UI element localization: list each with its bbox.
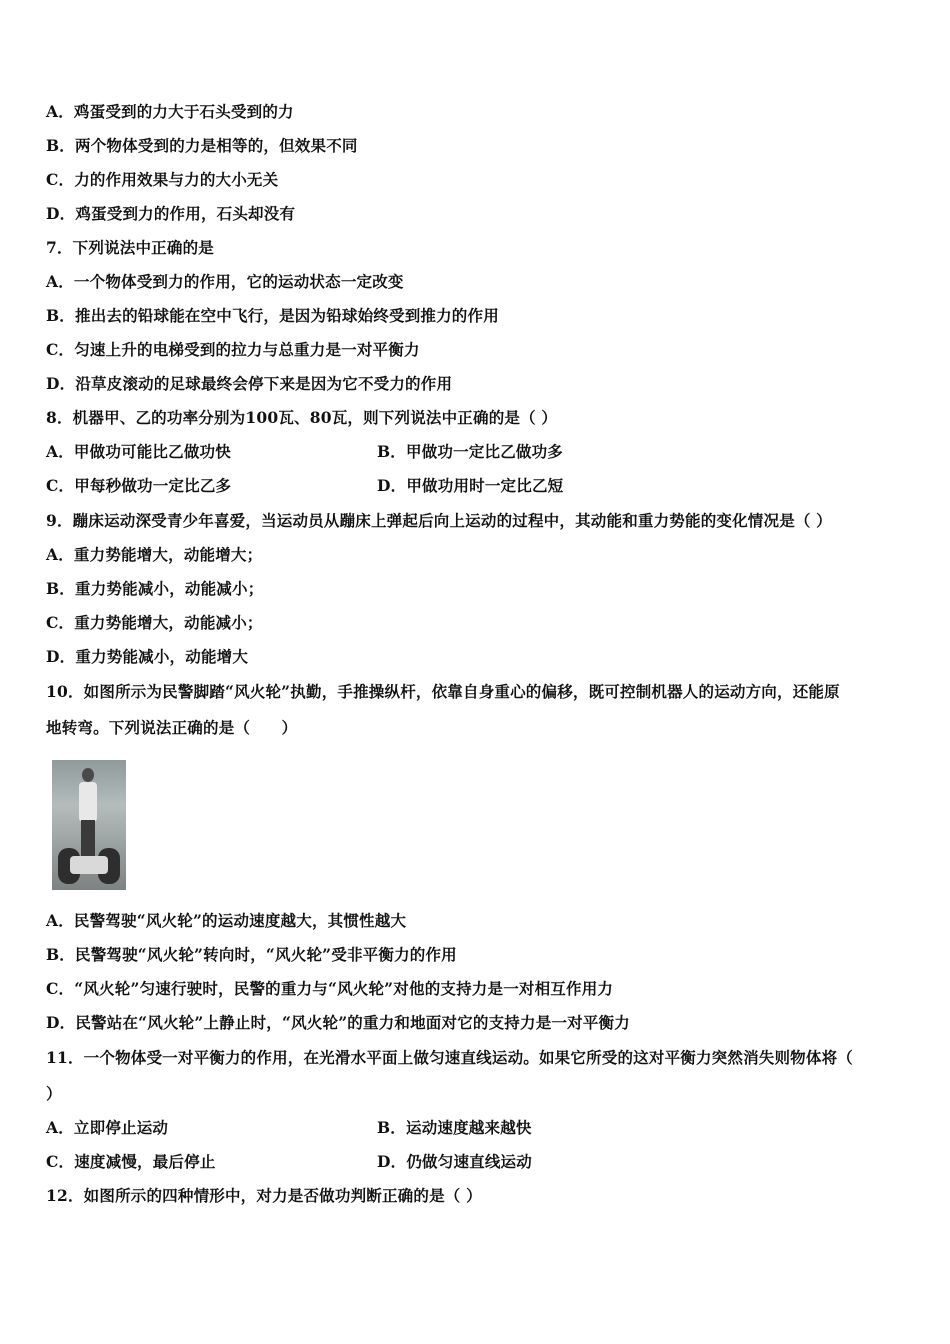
q7-option-a: A．一个物体受到力的作用，它的运动状态一定改变 (46, 272, 404, 291)
q9-option-a: A．重力势能增大，动能增大； (46, 545, 263, 564)
q6-option-a: A．鸡蛋受到的力大于石头受到的力 (46, 102, 294, 121)
q10-option-c: C．“风火轮”匀速行驶时，民警的重力与“风火轮”对他的支持力是一对相互作用力 (46, 979, 614, 998)
q9-option-d: D．重力势能减小，动能增大 (46, 647, 249, 666)
police-segway-photo (52, 760, 126, 890)
q7-option-d: D．沿草皮滚动的足球最终会停下来是因为它不受力的作用 (46, 374, 453, 393)
q11-option-b: B．运动速度越来越快 (377, 1118, 532, 1137)
q8-option-b: B．甲做功一定比乙做功多 (377, 442, 564, 461)
q8-option-a: A．甲做功可能比乙做功快 (46, 442, 231, 461)
q9-option-b: B．重力势能减小，动能减小； (46, 579, 264, 598)
q8-option-d: D．甲做功用时一定比乙短 (377, 476, 564, 495)
photo-person-body (79, 782, 97, 822)
q11-option-a: A．立即停止运动 (46, 1118, 169, 1137)
photo-person-legs (81, 820, 95, 856)
q10-stem-line2: 地转弯。下列说法正确的是（ ） (46, 718, 298, 737)
photo-segway-base (70, 856, 108, 874)
q10-option-d: D．民警站在“风火轮”上静止时，“风火轮”的重力和地面对它的支持力是一对平衡力 (46, 1013, 630, 1032)
q6-option-b: B．两个物体受到的力是相等的，但效果不同 (46, 136, 358, 155)
q8-stem: 8．机器甲、乙的功率分别为100瓦、80瓦，则下列说法中正确的是（ ） (46, 408, 558, 427)
q11-stem-line1: 11．一个物体受一对平衡力的作用，在光滑水平面上做匀速直线运动。如果它所受的这对平衡力突然消失则物体将（ (46, 1048, 853, 1067)
q9-stem: 9．蹦床运动深受青少年喜爱，当运动员从蹦床上弹起后向上运动的过程中，其动能和重力势能的变化情况是（ ） (46, 511, 832, 530)
q6-option-c: C．力的作用效果与力的大小无关 (46, 170, 279, 189)
q12-stem: 12．如图所示的四种情形中，对力是否做功判断正确的是（ ） (46, 1186, 482, 1205)
photo-person-head (82, 768, 94, 782)
q7-option-b: B．推出去的铅球能在空中飞行，是因为铅球始终受到推力的作用 (46, 306, 499, 325)
q7-option-c: C．匀速上升的电梯受到的拉力与总重力是一对平衡力 (46, 340, 420, 359)
q9-option-c: C．重力势能增大，动能减小； (46, 613, 263, 632)
q11-option-d: D．仍做匀速直线运动 (377, 1152, 532, 1171)
q8-option-c: C．甲每秒做功一定比乙多 (46, 476, 232, 495)
q7-stem: 7．下列说法中正确的是 (46, 238, 214, 257)
q6-option-d: D．鸡蛋受到力的作用，石头却没有 (46, 204, 296, 223)
q10-option-b: B．民警驾驶“风火轮”转向时，“风火轮”受非平衡力的作用 (46, 945, 457, 964)
q10-stem-line1: 10．如图所示为民警脚踏“风火轮”执勤，手推操纵杆，依靠自身重心的偏移，既可控制机器人的运动方向，还能原 (46, 682, 840, 701)
q11-stem-line2: ） (46, 1084, 62, 1103)
q10-option-a: A．民警驾驶“风火轮”的运动速度越大，其惯性越大 (46, 911, 407, 930)
q11-option-c: C．速度减慢，最后停止 (46, 1152, 216, 1171)
